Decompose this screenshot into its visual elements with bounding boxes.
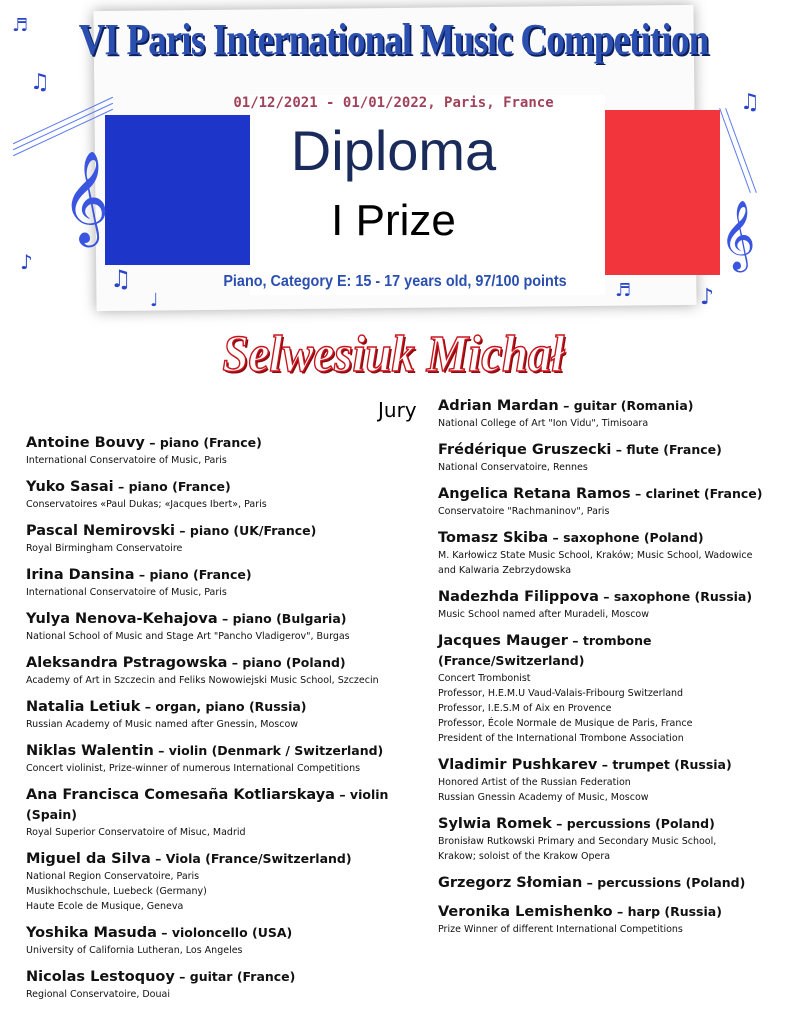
jury-member (26, 849, 426, 914)
treble-clef-icon: 𝄞 (720, 200, 756, 270)
jury-member-heading (26, 433, 426, 453)
prize-heading: I Prize (331, 196, 456, 245)
jury-member-heading (26, 923, 426, 943)
jury-member-affiliation: Bronisław Rutkowski Primary and Secondary Music School, (438, 836, 717, 847)
jury-member-affiliation: Professor, H.E.M.U Vaud-Valais-Fribourg Switzerland (438, 688, 684, 699)
music-note-icon: ♪ (700, 285, 715, 310)
jury-member (26, 609, 426, 644)
jury-member-heading (438, 440, 783, 460)
jury-member-affiliation: International Conservatoire of Music, Paris (26, 455, 227, 466)
jury-member-name: Antoine Bouvy (26, 435, 145, 451)
jury-member-affiliation: Russian Academy of Music named after Gnessin, Moscow (26, 719, 299, 730)
jury-member-heading (26, 653, 426, 673)
jury-member-heading (26, 521, 426, 541)
jury-member (26, 697, 426, 732)
jury-member-heading (438, 755, 783, 775)
jury-member (438, 755, 783, 805)
jury-member-name: Veronika Lemishenko (438, 904, 613, 920)
jury-member-heading (438, 587, 783, 607)
jury-member-name: Ana Francisca Comesaña Kotliarskaya (26, 787, 335, 803)
jury-member-name: Grzegorz Słomian (438, 875, 583, 891)
jury-member-name: Pascal Nemirovski (26, 523, 175, 539)
jury-member-name: Frédérique Gruszecki (438, 442, 612, 458)
jury-member-role: – trumpet (Russia) (597, 757, 732, 772)
jury-member-affiliation: National Region Conservatoire, Paris (26, 871, 200, 882)
jury-member-heading (438, 396, 783, 416)
jury-member-affiliation: Krakow; soloist of the Krakow Opera (438, 851, 611, 862)
jury-member (438, 902, 783, 937)
jury-member (26, 521, 426, 556)
jury-member-role: – piano (France) (134, 567, 252, 582)
jury-member-affiliation: M. Karłowicz State Music School, Kraków; Music School, Wadowice (438, 550, 753, 561)
jury-member-name: Vladimir Pushkarev (438, 757, 598, 773)
jury-member (26, 923, 426, 958)
jury-member-role: – violin (Denmark / Switzerland) (153, 743, 384, 758)
jury-member-role: – clarinet (France) (630, 486, 763, 501)
jury-member-heading (438, 631, 783, 671)
jury-member-role: – saxophone (Russia) (598, 589, 753, 604)
jury-list-left (26, 433, 426, 1011)
jury-member (438, 484, 783, 519)
jury-member-affiliation: Musikhochschule, Luebeck (Germany) (26, 886, 207, 897)
jury-member-affiliation: Professor, I.E.S.M of Aix en Provence (438, 703, 612, 714)
jury-member-affiliation: National College of Art "Ion Vidu", Timisoara (438, 418, 649, 429)
jury-member-heading (26, 477, 426, 497)
jury-member (26, 433, 426, 468)
jury-member-affiliation: President of the International Trombone Association (438, 733, 684, 744)
jury-member-affiliation: Royal Superior Conservatoire of Misuc, Madrid (26, 827, 246, 838)
jury-member-heading (438, 528, 783, 548)
jury-member-affiliation: Conservatoires «Paul Dukas; «Jacques Ibert», Paris (26, 499, 267, 510)
jury-member-role: – percussions (Poland) (582, 875, 746, 890)
music-note-icon: ♬ (615, 280, 632, 301)
jury-member-heading (26, 849, 426, 869)
jury-member (438, 440, 783, 475)
jury-member-name: Nicolas Lestoquoy (26, 969, 175, 985)
jury-member-affiliation: National Conservatoire, Rennes (438, 462, 588, 473)
jury-member (26, 967, 426, 1002)
jury-member-role: – percussions (Poland) (551, 816, 715, 831)
jury-member-name: Angelica Retana Ramos (438, 486, 631, 502)
jury-member-role: – flute (France) (611, 442, 722, 457)
jury-member-name: Nadezhda Filippova (438, 589, 599, 605)
jury-member-affiliation: and Kalwaria Zebrzydowska (438, 565, 572, 576)
jury-member (26, 477, 426, 512)
music-note-icon: ♪ (20, 250, 33, 274)
music-note-icon: ♬ (12, 15, 29, 36)
jury-member-heading (438, 873, 783, 893)
diploma-header (0, 0, 787, 330)
jury-member-role: – piano (Bulgaria) (217, 611, 347, 626)
jury-member-affiliation: Music School named after Muradeli, Moscow (438, 609, 649, 620)
jury-member-name: Miguel da Silva (26, 851, 151, 867)
jury-member-role: – piano (France) (144, 435, 262, 450)
jury-member-name: Tomasz Skiba (438, 530, 549, 546)
winner-name: Selwesiuk Michał (222, 326, 565, 383)
jury-member-affiliation: Honored Artist of the Russian Federation (438, 777, 631, 788)
jury-member-affiliation: University of California Lutheran, Los Angeles (26, 945, 243, 956)
jury-member-name: Sylwia Romek (438, 816, 552, 832)
jury-member-name: Aleksandra Pstragowska (26, 655, 228, 671)
jury-member-name: Yulya Nenova-Kehajova (26, 611, 218, 627)
jury-member (26, 565, 426, 600)
jury-member-affiliation: Russian Gnessin Academy of Music, Moscow (438, 792, 649, 803)
jury-member-affiliation: Conservatoire "Rachmaninov", Paris (438, 506, 610, 517)
jury-member-affiliation: Prize Winner of different International Competitions (438, 924, 683, 935)
music-note-icon: ♫ (740, 90, 760, 115)
jury-member-heading (26, 609, 426, 629)
jury-member-heading (438, 902, 783, 922)
jury-member-heading (26, 741, 426, 761)
jury-member-heading (438, 814, 783, 834)
jury-member-heading (26, 565, 426, 585)
jury-member-role: – saxophone (Poland) (548, 530, 704, 545)
jury-list-right (438, 396, 783, 946)
competition-title: VI Paris International Music Competition (78, 15, 709, 64)
jury-member-affiliation: Concert Trombonist (438, 673, 531, 684)
jury-member (438, 873, 783, 893)
jury-member-role: – violin (Spain) (26, 787, 389, 822)
jury-label: Jury (378, 398, 417, 422)
jury-member-affiliation: International Conservatoire of Music, Paris (26, 587, 227, 598)
jury-member-affiliation: Concert violinist, Prize-winner of numerous International Competitions (26, 763, 361, 774)
jury-member-affiliation: Regional Conservatoire, Douai (26, 989, 170, 1000)
jury-member-heading (26, 785, 426, 825)
treble-clef-icon: 𝄞 (62, 150, 110, 243)
jury-member-role: – Viola (France/Switzerland) (150, 851, 352, 866)
jury-member-role: – violoncello (USA) (156, 925, 293, 940)
jury-member-name: Niklas Walentin (26, 743, 154, 759)
jury-member-role: – piano (UK/France) (174, 523, 317, 538)
jury-member-affiliation: National School of Music and Stage Art "Pancho Vladigerov", Burgas (26, 631, 350, 642)
jury-member (438, 631, 783, 746)
jury-member-role: – harp (Russia) (612, 904, 722, 919)
music-note-icon: ♫ (110, 265, 132, 293)
jury-member (438, 396, 783, 431)
jury-member-role: – guitar (France) (174, 969, 296, 984)
jury-member-name: Yoshika Masuda (26, 925, 157, 941)
jury-member (438, 528, 783, 578)
jury-member-heading (438, 484, 783, 504)
diploma-heading: Diploma (290, 119, 497, 182)
jury-member-role: – trombone (France/Switzerland) (438, 633, 652, 668)
jury-member (438, 587, 783, 622)
jury-member-role: – organ, piano (Russia) (140, 699, 307, 714)
jury-member (26, 785, 426, 840)
jury-member-role: – guitar (Romania) (558, 398, 694, 413)
competition-dates: 01/12/2021 - 01/01/2022, Paris, France (233, 95, 554, 111)
jury-member-heading (26, 967, 426, 987)
jury-member-name: Natalia Letiuk (26, 699, 141, 715)
category-line: Piano, Category E: 15 - 17 years old, 97/100 points (223, 273, 567, 290)
jury-member-name: Jacques Mauger (438, 633, 568, 649)
jury-member-role: – piano (Poland) (227, 655, 346, 670)
music-note-icon: ♩ (150, 290, 159, 311)
jury-member-role: – piano (France) (113, 479, 231, 494)
jury-member-name: Yuko Sasai (26, 479, 114, 495)
jury-member-affiliation: Academy of Art in Szczecin and Feliks Nowowiejski Music School, Szczecin (26, 675, 379, 686)
music-note-icon: ♫ (30, 70, 50, 95)
jury-member-affiliation: Royal Birmingham Conservatoire (26, 543, 183, 554)
jury-member-affiliation: Haute Ecole de Musique, Geneva (26, 901, 184, 912)
jury-member-name: Adrian Mardan (438, 398, 559, 414)
jury-member (26, 741, 426, 776)
jury-member-affiliation: Professor, École Normale de Musique de Paris, France (438, 718, 693, 729)
jury-member (26, 653, 426, 688)
jury-member-name: Irina Dansina (26, 567, 135, 583)
jury-member (438, 814, 783, 864)
jury-member-heading (26, 697, 426, 717)
